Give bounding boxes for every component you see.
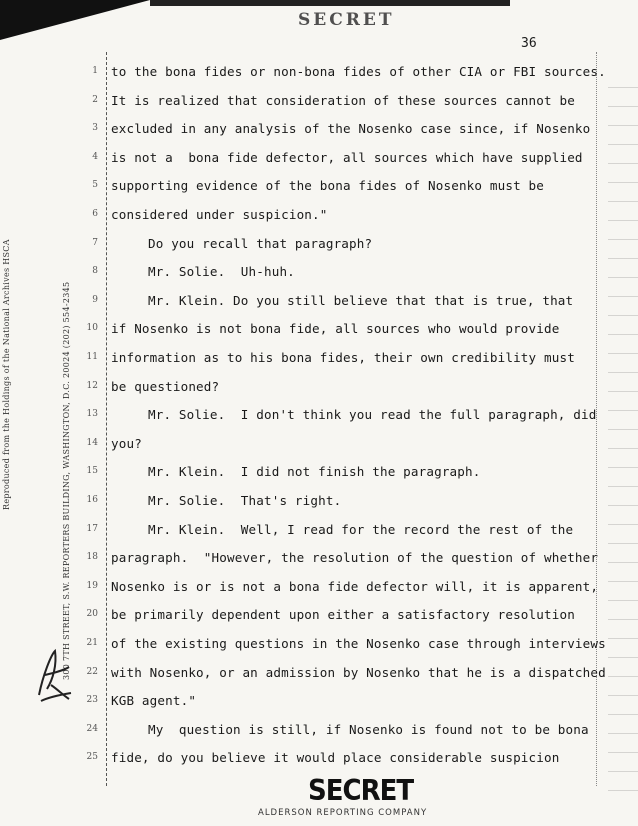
line-number: 1 [92, 66, 98, 76]
line-number: 10 [86, 323, 98, 334]
transcript-line [0, 207, 638, 235]
archive-note: Reproduced from the Holdings of the National Archives HSCA [2, 239, 11, 510]
line-number: 4 [92, 151, 98, 162]
transcript-line [0, 264, 638, 292]
transcript-line [0, 464, 638, 492]
line-text: of the existing questions in the Nosenko case through interviews [111, 636, 606, 651]
line-text: be primarily dependent upon either a satisfactory resolution [111, 607, 575, 623]
line-text: if Nosenko is not bona fide, all sources who would provide [111, 321, 560, 337]
transcript-line [0, 550, 638, 578]
scan-corner-mark [0, 0, 150, 40]
line-text: to the bona fides or non-bona fides of other CIA or FBI sources. [111, 64, 606, 79]
line-text: Nosenko is or is not a bona fide defector will, it is apparent, [111, 578, 599, 594]
line-number: 15 [86, 466, 98, 477]
line-text: with Nosenko, or an admission by Nosenko that he is a dispatched [111, 664, 606, 680]
line-text: It is realized that consideration of these sources cannot be [111, 92, 575, 108]
line-number: 12 [86, 380, 98, 391]
line-text: information as to his bona fides, their own credibility must [111, 350, 575, 365]
line-number: 17 [86, 523, 98, 534]
line-number: 18 [86, 552, 98, 563]
line-text: be questioned? [111, 378, 220, 394]
line-number: 7 [92, 237, 98, 248]
line-number: 6 [92, 209, 98, 219]
reporting-company: ALDERSON REPORTING COMPANY [258, 808, 428, 818]
transcript-line [0, 436, 638, 464]
line-number: 20 [86, 609, 98, 620]
handwritten-initials-icon [33, 645, 75, 705]
line-text: supporting evidence of the bona fides of Nosenko must be [111, 178, 544, 194]
transcript-line [0, 64, 638, 92]
line-text: Mr. Solie. That's right. [148, 493, 342, 508]
reporter-address: 300 7TH STREET, S.W. REPORTERS BUILDING, WASHINGTON, D.C. 20024 (202) 554-2345 [62, 281, 71, 680]
page-number: 36 [521, 36, 537, 51]
line-text: KGB agent." [111, 693, 197, 709]
transcript-line [0, 493, 638, 521]
transcript-line [0, 150, 638, 178]
footer-classification-stamp: SECRET [308, 774, 414, 808]
line-text: excluded in any analysis of the Nosenko case since, if Nosenko [111, 121, 591, 137]
line-text: fide, do you believe it would place considerable suspicion [111, 750, 560, 766]
line-number: 24 [86, 723, 98, 734]
line-text: Do you recall that paragraph? [148, 235, 373, 251]
transcript-line [0, 579, 638, 607]
transcript-line [0, 693, 638, 721]
line-text: My question is still, if Nosenko is found not to be bona [148, 721, 589, 737]
scan-top-edge [150, 0, 510, 6]
line-number: 22 [86, 666, 98, 677]
transcript-line [0, 379, 638, 407]
line-text: Mr. Klein. Do you still believe that that is true, that [148, 292, 574, 308]
line-text: Mr. Solie. Uh-huh. [148, 264, 295, 280]
transcript-line [0, 665, 638, 693]
line-number: 3 [92, 123, 98, 134]
transcript-line [0, 236, 638, 264]
line-number: 23 [86, 695, 98, 706]
transcript-line [0, 293, 638, 321]
line-number: 14 [86, 437, 98, 448]
line-number: 2 [92, 94, 98, 105]
header-classification-stamp: SECRET [298, 10, 395, 30]
transcript-line [0, 321, 638, 349]
line-number: 19 [86, 580, 98, 591]
transcript-line [0, 522, 638, 550]
line-number: 16 [86, 495, 98, 505]
transcript-line [0, 607, 638, 635]
transcript-line [0, 350, 638, 378]
line-number: 13 [86, 409, 98, 420]
line-text: Mr. Klein. Well, I read for the record the rest of the [148, 521, 574, 537]
line-number: 21 [86, 638, 98, 648]
transcript-line [0, 636, 638, 664]
transcript-line [0, 407, 638, 435]
transcript-line [0, 121, 638, 149]
line-text: you? [111, 435, 142, 451]
line-number: 5 [92, 180, 98, 191]
line-number: 9 [92, 294, 98, 305]
transcript-line [0, 722, 638, 750]
line-text: is not a bona fide defector, all sources which have supplied [111, 149, 583, 165]
transcript-line [0, 93, 638, 121]
line-text: Mr. Klein. I did not finish the paragraph. [148, 464, 481, 480]
line-number: 25 [86, 752, 98, 763]
line-text: Mr. Solie. I don't think you read the full paragraph, did [148, 407, 597, 423]
line-number: 8 [92, 266, 98, 277]
line-text: paragraph. "However, the resolution of the question of whether [111, 550, 599, 566]
line-number: 11 [86, 352, 98, 362]
transcript-line [0, 178, 638, 206]
line-text: considered under suspicion." [111, 207, 328, 222]
